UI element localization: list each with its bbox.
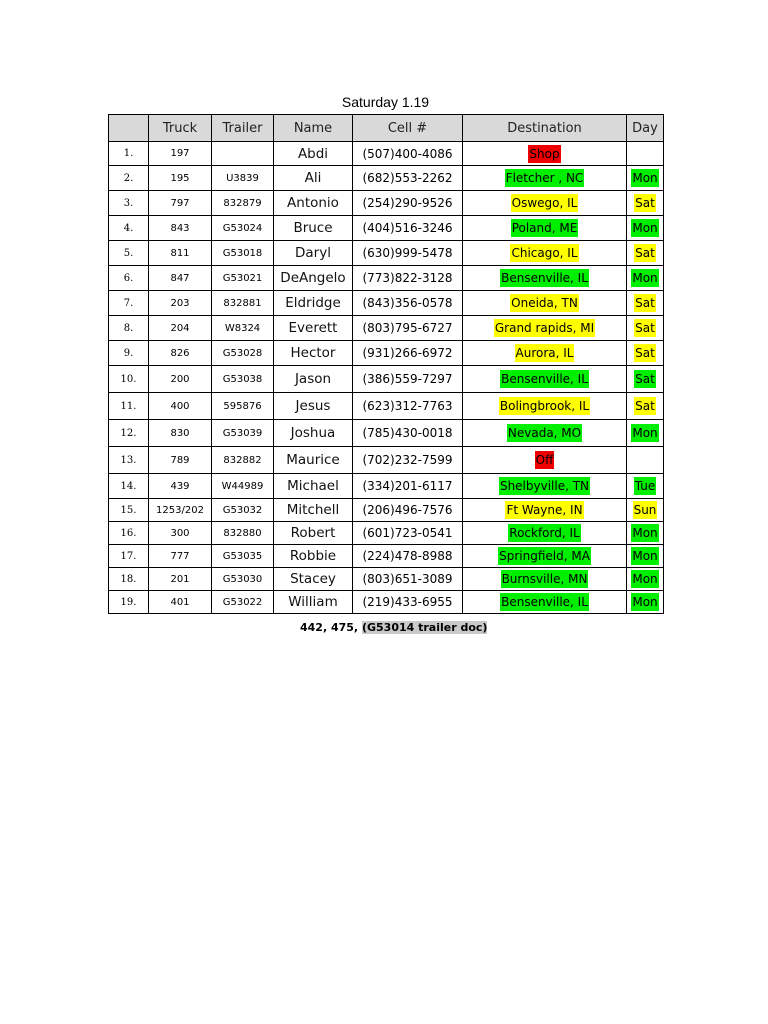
- row-number-cell: 4.: [109, 216, 149, 241]
- footnote-trailer-doc: (G53014 trailer doc): [361, 621, 488, 634]
- trailer-cell: W44989: [212, 474, 274, 499]
- phone-cell: (931)266-6972: [353, 341, 463, 366]
- driver-name-cell: Maurice: [274, 447, 353, 474]
- day-cell: [627, 341, 664, 366]
- destination-cell-value: Ft Wayne, IN: [506, 503, 583, 517]
- phone-cell: (206)496-7576: [353, 499, 463, 522]
- column-header-cell: Cell #: [353, 115, 463, 142]
- driver-name-cell: Abdi: [274, 142, 353, 166]
- destination-cell-value: Oneida, TN: [511, 296, 578, 310]
- destination-cell: [463, 447, 627, 474]
- destination-cell-value: Springfield, MA: [499, 549, 590, 563]
- row-number-cell: 8.: [109, 316, 149, 341]
- destination-cell-value: Chicago, IL: [511, 246, 578, 260]
- table-row: [109, 191, 664, 216]
- day-cell-value: Mon: [632, 426, 658, 440]
- trailer-cell: G53039: [212, 420, 274, 447]
- trailer-cell: G53022: [212, 591, 274, 614]
- destination-cell: [463, 216, 627, 241]
- column-header-truck: Truck: [149, 115, 212, 142]
- table-row: [109, 393, 664, 420]
- driver-name-cell: Daryl: [274, 241, 353, 266]
- table-row: [109, 341, 664, 366]
- row-number-cell: 5.: [109, 241, 149, 266]
- table-row: [109, 499, 664, 522]
- trailer-cell: G53018: [212, 241, 274, 266]
- day-cell: [627, 420, 664, 447]
- phone-cell: (601)723-0541: [353, 522, 463, 545]
- row-number-cell: 6.: [109, 266, 149, 291]
- row-number-cell: 1.: [109, 142, 149, 166]
- driver-name-cell: Bruce: [274, 216, 353, 241]
- row-number-cell: 17.: [109, 545, 149, 568]
- destination-cell-value: Bensenville, IL: [501, 595, 588, 609]
- table-row: [109, 166, 664, 191]
- truck-cell: 203: [149, 291, 212, 316]
- day-cell-value: Mon: [632, 221, 658, 235]
- truck-cell: 400: [149, 393, 212, 420]
- day-cell: [627, 291, 664, 316]
- driver-name-cell: DeAngelo: [274, 266, 353, 291]
- driver-name-cell: Mitchell: [274, 499, 353, 522]
- row-number-cell: 19.: [109, 591, 149, 614]
- day-cell: [627, 366, 664, 393]
- row-number-cell: 2.: [109, 166, 149, 191]
- row-number-cell: 15.: [109, 499, 149, 522]
- destination-cell-value: Shelbyville, TN: [499, 479, 590, 493]
- destination-cell: [463, 545, 627, 568]
- table-row: [109, 291, 664, 316]
- row-number-cell: 10.: [109, 366, 149, 393]
- phone-cell: (623)312-7763: [353, 393, 463, 420]
- table-row: [109, 266, 664, 291]
- driver-name-cell: William: [274, 591, 353, 614]
- column-header-day: Day: [627, 115, 664, 142]
- day-cell: [627, 166, 664, 191]
- trailer-cell: G53032: [212, 499, 274, 522]
- row-number-cell: 12.: [109, 420, 149, 447]
- footnote: [300, 620, 487, 636]
- phone-cell: (404)516-3246: [353, 216, 463, 241]
- day-cell-value: Sat: [635, 246, 655, 260]
- destination-cell: [463, 420, 627, 447]
- phone-cell: (334)201-6117: [353, 474, 463, 499]
- destination-cell: [463, 142, 627, 166]
- table-row: [109, 241, 664, 266]
- table-row: [109, 474, 664, 499]
- destination-cell: [463, 366, 627, 393]
- phone-cell: (386)559-7297: [353, 366, 463, 393]
- row-number-cell: 11.: [109, 393, 149, 420]
- day-cell-value: Mon: [632, 572, 658, 586]
- trailer-cell: G53021: [212, 266, 274, 291]
- row-number-cell: 9.: [109, 341, 149, 366]
- day-cell: [627, 499, 664, 522]
- destination-cell-value: Off: [535, 453, 554, 467]
- trailer-cell: G53028: [212, 341, 274, 366]
- truck-cell: 201: [149, 568, 212, 591]
- destination-cell: [463, 341, 627, 366]
- destination-cell: [463, 499, 627, 522]
- truck-cell: 1253/202: [149, 499, 212, 522]
- phone-cell: (843)356-0578: [353, 291, 463, 316]
- truck-cell: 204: [149, 316, 212, 341]
- driver-name-cell: Michael: [274, 474, 353, 499]
- phone-cell: (773)822-3128: [353, 266, 463, 291]
- row-number-cell: 16.: [109, 522, 149, 545]
- table-row: [109, 522, 664, 545]
- destination-cell: [463, 522, 627, 545]
- phone-cell: (682)553-2262: [353, 166, 463, 191]
- table-row: [109, 216, 664, 241]
- driver-name-cell: Jesus: [274, 393, 353, 420]
- day-cell: [627, 216, 664, 241]
- day-cell-value: Sat: [635, 399, 655, 413]
- trailer-cell: 832879: [212, 191, 274, 216]
- day-cell-value: Sat: [635, 196, 655, 210]
- phone-cell: (507)400-4086: [353, 142, 463, 166]
- row-number-cell: 7.: [109, 291, 149, 316]
- page-title: Saturday 1.19: [341, 94, 430, 110]
- destination-cell: [463, 166, 627, 191]
- driver-name-cell: Everett: [274, 316, 353, 341]
- table-row: [109, 366, 664, 393]
- phone-cell: (702)232-7599: [353, 447, 463, 474]
- destination-cell-value: Rockford, IL: [509, 526, 580, 540]
- day-cell: [627, 393, 664, 420]
- phone-cell: (219)433-6955: [353, 591, 463, 614]
- table-row: [109, 447, 664, 474]
- day-cell-value: Sat: [635, 346, 655, 360]
- truck-cell: 200: [149, 366, 212, 393]
- truck-cell: 826: [149, 341, 212, 366]
- truck-cell: 843: [149, 216, 212, 241]
- trailer-cell: W8324: [212, 316, 274, 341]
- destination-cell-value: Bolingbrook, IL: [499, 399, 590, 413]
- day-cell-value: Sat: [635, 296, 655, 310]
- phone-cell: (803)651-3089: [353, 568, 463, 591]
- day-cell: [627, 591, 664, 614]
- driver-name-cell: Robbie: [274, 545, 353, 568]
- column-header-name: Name: [274, 115, 353, 142]
- trailer-cell: 595876: [212, 393, 274, 420]
- truck-cell: 811: [149, 241, 212, 266]
- truck-cell: 439: [149, 474, 212, 499]
- driver-name-cell: Joshua: [274, 420, 353, 447]
- row-number-cell: 14.: [109, 474, 149, 499]
- destination-cell: [463, 316, 627, 341]
- destination-cell: [463, 191, 627, 216]
- schedule-table: [108, 114, 664, 614]
- destination-cell-value: Fletcher , NC: [505, 171, 584, 185]
- destination-cell-value: Bensenville, IL: [501, 372, 588, 386]
- destination-cell: [463, 393, 627, 420]
- day-cell-value: Mon: [632, 549, 658, 563]
- truck-cell: 777: [149, 545, 212, 568]
- phone-cell: (630)999-5478: [353, 241, 463, 266]
- destination-cell-value: Aurora, IL: [515, 346, 574, 360]
- day-cell-value: Mon: [632, 526, 658, 540]
- table-row: [109, 568, 664, 591]
- driver-name-cell: Jason: [274, 366, 353, 393]
- destination-cell-value: Poland, ME: [511, 221, 578, 235]
- table-row: [109, 142, 664, 166]
- driver-name-cell: Stacey: [274, 568, 353, 591]
- phone-cell: (224)478-8988: [353, 545, 463, 568]
- table-row: [109, 591, 664, 614]
- row-number-cell: 13.: [109, 447, 149, 474]
- table-row: [109, 545, 664, 568]
- column-header-trailer: Trailer: [212, 115, 274, 142]
- destination-cell: [463, 241, 627, 266]
- destination-cell-value: Burnsville, MN: [501, 572, 588, 586]
- destination-cell: [463, 266, 627, 291]
- truck-cell: 401: [149, 591, 212, 614]
- trailer-cell: U3839: [212, 166, 274, 191]
- destination-cell: [463, 474, 627, 499]
- phone-cell: (803)795-6727: [353, 316, 463, 341]
- day-cell-value: Sat: [635, 321, 655, 335]
- driver-name-cell: Ali: [274, 166, 353, 191]
- truck-cell: 300: [149, 522, 212, 545]
- destination-cell: [463, 291, 627, 316]
- table-header-row: [109, 115, 664, 142]
- destination-cell-value: Shop: [529, 146, 560, 161]
- day-cell: [627, 545, 664, 568]
- day-cell: [627, 568, 664, 591]
- phone-cell: (785)430-0018: [353, 420, 463, 447]
- truck-cell: 789: [149, 447, 212, 474]
- day-cell: [627, 316, 664, 341]
- driver-name-cell: Robert: [274, 522, 353, 545]
- phone-cell: (254)290-9526: [353, 191, 463, 216]
- trailer-cell: 832882: [212, 447, 274, 474]
- destination-cell-value: Bensenville, IL: [501, 271, 588, 285]
- trailer-cell: G53035: [212, 545, 274, 568]
- trailer-cell: 832881: [212, 291, 274, 316]
- trailer-cell: G53030: [212, 568, 274, 591]
- truck-cell: 797: [149, 191, 212, 216]
- destination-cell-value: Nevada, MO: [507, 426, 582, 440]
- day-cell: [627, 474, 664, 499]
- driver-name-cell: Antonio: [274, 191, 353, 216]
- truck-cell: 197: [149, 142, 212, 166]
- table-row: [109, 420, 664, 447]
- day-cell-value: Mon: [632, 271, 658, 285]
- driver-name-cell: Eldridge: [274, 291, 353, 316]
- trailer-cell: [212, 142, 274, 166]
- table-row: [109, 316, 664, 341]
- trailer-cell: G53024: [212, 216, 274, 241]
- destination-cell: [463, 568, 627, 591]
- day-cell: [627, 266, 664, 291]
- truck-cell: 847: [149, 266, 212, 291]
- day-cell-value: Sat: [635, 372, 655, 386]
- day-cell: [627, 191, 664, 216]
- day-cell-value: Tue: [634, 479, 656, 493]
- day-cell-value: Mon: [632, 595, 658, 609]
- truck-cell: 195: [149, 166, 212, 191]
- row-number-cell: 18.: [109, 568, 149, 591]
- truck-cell: 830: [149, 420, 212, 447]
- day-cell: [627, 522, 664, 545]
- day-cell: [627, 447, 664, 474]
- driver-name-cell: Hector: [274, 341, 353, 366]
- column-header-destination: Destination: [463, 115, 627, 142]
- trailer-cell: 832880: [212, 522, 274, 545]
- destination-cell-value: Oswego, IL: [511, 196, 578, 210]
- column-header-number: [109, 115, 149, 142]
- destination-cell: [463, 591, 627, 614]
- row-number-cell: 3.: [109, 191, 149, 216]
- day-cell: [627, 241, 664, 266]
- trailer-cell: G53038: [212, 366, 274, 393]
- day-cell-value: Mon: [632, 171, 658, 185]
- day-cell: [627, 142, 664, 166]
- footnote-trucks: 442, 475,: [300, 621, 362, 634]
- destination-cell-value: Grand rapids, MI: [494, 321, 595, 335]
- day-cell-value: Sun: [633, 503, 657, 517]
